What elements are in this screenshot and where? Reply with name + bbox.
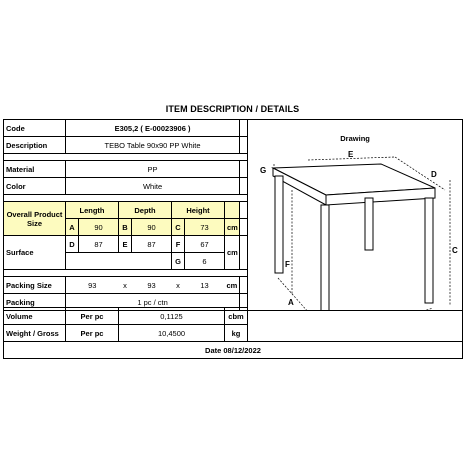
volume-value: 0,1125 — [119, 308, 225, 325]
leg-back-left — [275, 176, 283, 273]
packing-size-label: Packing Size — [4, 277, 66, 294]
volume-label: Volume — [4, 308, 66, 325]
length-header: Length — [66, 202, 119, 219]
leg-front-left — [321, 205, 329, 311]
code-value: E305,2 ( E-00023906 ) — [66, 120, 240, 137]
description-label: Description — [4, 137, 66, 154]
material-label: Material — [4, 161, 66, 178]
description-value: TEBO Table 90x90 PP White — [66, 137, 240, 154]
packing-size-unit: cm — [225, 277, 240, 294]
item-volume-weight-table — [3, 307, 463, 359]
height-header: Height — [172, 202, 225, 219]
packing-value: 1 pc / ctn — [66, 294, 240, 311]
dim-letter-e: E — [348, 150, 354, 159]
dim-f-value: 67 — [185, 236, 225, 253]
dim-letter-c: C — [452, 246, 458, 255]
dim-b-letter: B — [119, 219, 132, 236]
weight-unit: kg — [225, 325, 248, 342]
dim-d-letter: D — [66, 236, 79, 253]
dim-letter-a: A — [288, 298, 294, 307]
dim-letter-g: G — [260, 166, 267, 175]
drawing-label: Drawing — [340, 134, 370, 143]
overall-size-label: Overall Product Size — [4, 202, 66, 236]
dim-letter-d: D — [431, 170, 437, 179]
weight-value: 10,4500 — [119, 325, 225, 342]
document-date: Date 08/12/2022 — [4, 342, 463, 359]
packing-depth: 93 — [132, 277, 172, 294]
volume-unit: cbm — [225, 308, 248, 325]
overall-unit: cm — [225, 219, 240, 236]
packing-x2: x — [172, 277, 185, 294]
dim-a-value: 90 — [79, 219, 119, 236]
drawing-panel — [248, 120, 463, 327]
dim-f-letter: F — [172, 236, 185, 253]
packing-height: 13 — [185, 277, 225, 294]
leg-front-right — [425, 198, 433, 303]
surface-unit: cm — [225, 236, 240, 270]
material-value: PP — [66, 161, 240, 178]
table-drawing: E D C F G A B — [248, 120, 463, 311]
spacer-col — [240, 120, 248, 137]
document-title: ITEM DESCRIPTION / DETAILS — [165, 104, 300, 114]
packing-label: Packing — [4, 294, 66, 311]
weight-per: Per pc — [66, 325, 119, 342]
dim-d-value: 87 — [79, 236, 119, 253]
dim-g-letter: G — [172, 253, 185, 270]
packing-length: 93 — [66, 277, 119, 294]
dim-a-letter: A — [66, 219, 79, 236]
volume-per: Per pc — [66, 308, 119, 325]
dim-c-value: 73 — [185, 219, 225, 236]
code-label: Code — [4, 120, 66, 137]
dim-c-letter: C — [172, 219, 185, 236]
leg-back-right — [365, 198, 373, 250]
dim-letter-f: F — [285, 260, 290, 269]
color-label: Color — [4, 178, 66, 195]
packing-x1: x — [119, 277, 132, 294]
color-value: White — [66, 178, 240, 195]
weight-label: Weight / Gross — [4, 325, 66, 342]
dim-g-value: 6 — [185, 253, 225, 270]
depth-header: Depth — [119, 202, 172, 219]
dim-e-letter: E — [119, 236, 132, 253]
dim-e-value: 87 — [132, 236, 172, 253]
surface-label: Surface — [4, 236, 66, 270]
dim-b-value: 90 — [132, 219, 172, 236]
